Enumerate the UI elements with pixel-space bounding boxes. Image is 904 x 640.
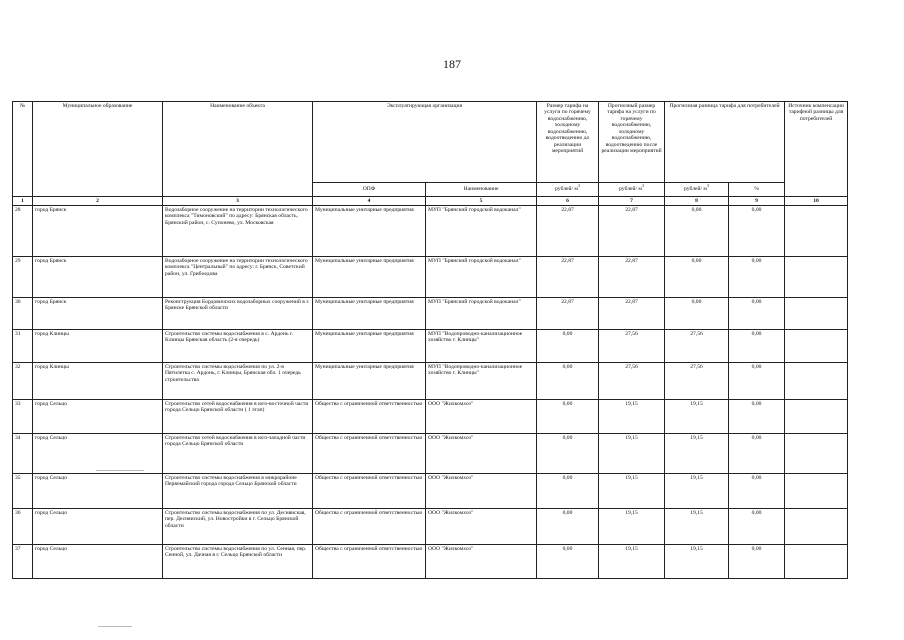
header-tariff-after: Прогнозный размер тарифа на услуги по горячему водоснабжению, холодному водоснабжению, водоотведению после реализации мероприятий	[599, 102, 665, 183]
header-object-name: Наименование объекта	[163, 102, 313, 197]
organization-cell: ООО "Жилкомхоз"	[426, 545, 537, 579]
tariff-before-cell: 22,87	[537, 206, 599, 257]
opf-cell: Муниципальные унитарные предприятия	[313, 257, 426, 298]
tariff-diff-cell: 0,00	[665, 298, 729, 330]
opf-cell: Муниципальные унитарные предприятия	[313, 330, 426, 363]
row-number: 36	[13, 509, 33, 545]
municipality-cell: город Сельцо	[33, 474, 163, 509]
tariff-after-cell: 19,15	[599, 434, 665, 474]
tariff-before-cell: 0,00	[537, 434, 599, 474]
column-number-row	[13, 197, 848, 206]
opf-cell: Общества с ограниченной ответственностью	[313, 509, 426, 545]
header-no: №	[13, 102, 33, 197]
organization-cell: ООО "Жилкомхоз"	[426, 434, 537, 474]
column-number: 4	[313, 197, 426, 206]
row-number: 29	[13, 257, 33, 298]
tariff-before-cell: 0,00	[537, 330, 599, 363]
header-row	[13, 102, 848, 183]
tariff-diff-cell: 19,15	[665, 400, 729, 434]
unit-label: рублей/ м	[555, 186, 578, 193]
unit-label: рублей/ м	[684, 186, 707, 193]
table-row	[13, 298, 848, 330]
unit-exponent: 3	[641, 183, 644, 189]
percent-cell: 0,00	[729, 363, 785, 400]
compensation-source-cell	[785, 363, 848, 400]
municipality-cell: город Сельцо	[33, 545, 163, 579]
column-number: 8	[665, 197, 729, 206]
row-number: 32	[13, 363, 33, 400]
table-row	[13, 509, 848, 545]
table-row	[13, 545, 848, 579]
object-name-cell: Водозаборное сооружение на территории технологического комплекса "Центральный" по адресу: г. Брянск, Советский район, ул. Грибоедова	[163, 257, 313, 298]
table-row	[13, 206, 848, 257]
tariff-diff-cell: 19,15	[665, 474, 729, 509]
municipality-cell: город Сельцо	[33, 509, 163, 545]
opf-cell: Муниципальные унитарные предприятия	[313, 363, 426, 400]
row-number: 28	[13, 206, 33, 257]
page-number: 187	[443, 57, 461, 71]
tariff-table	[12, 101, 848, 579]
municipality-cell: город Брянск	[33, 206, 163, 257]
object-name-cell: Строительство системы водоснабжения по ул. 2-я Пятилетка с. Ардонь, г. Клинцы, Брянская обл. 1 очередь строительства	[163, 363, 313, 400]
compensation-source-cell	[785, 474, 848, 509]
header-operator: Эксплуатирующая организация	[313, 102, 537, 183]
percent-cell: 0,00	[729, 330, 785, 363]
opf-cell: Муниципальные унитарные предприятия	[313, 206, 426, 257]
tariff-before-cell: 0,00	[537, 545, 599, 579]
table-row	[13, 257, 848, 298]
tariff-before-cell: 22,87	[537, 257, 599, 298]
table-row	[13, 474, 848, 509]
header-tariff-diff: Прогнозная разница тарифа для потребителей	[665, 102, 785, 183]
tariff-after-cell: 19,15	[599, 400, 665, 434]
opf-cell: Общества с ограниченной ответственностью	[313, 434, 426, 474]
header-org-name: Наименование	[426, 183, 537, 197]
compensation-source-cell	[785, 298, 848, 330]
tariff-diff-cell: 27,56	[665, 363, 729, 400]
object-name-cell: Водозаборное сооружение на территории технологического комплекса "Тимоновский" по адресу: Брянская область, Брянский район, с. Супонево, ул. Московская	[163, 206, 313, 257]
row-number: 34	[13, 434, 33, 474]
percent-cell: 0,00	[729, 509, 785, 545]
header-percent: %	[729, 183, 785, 197]
tariff-diff-cell: 0,00	[665, 257, 729, 298]
tariff-after-cell: 27,56	[599, 330, 665, 363]
column-number: 7	[599, 197, 665, 206]
object-name-cell: Строительство сетей водоснабжения в юго-западной части города Сельцо Брянской области	[163, 434, 313, 474]
header-unit-6	[537, 183, 599, 197]
municipality-cell: город Сельцо	[33, 400, 163, 434]
row-number: 33	[13, 400, 33, 434]
tariff-before-cell: 22,87	[537, 298, 599, 330]
organization-cell: МУП "Брянский городской водоканал"	[426, 257, 537, 298]
header-municipality: Муниципальное образование	[33, 102, 163, 197]
compensation-source-cell	[785, 400, 848, 434]
tariff-diff-cell: 19,15	[665, 545, 729, 579]
compensation-source-cell	[785, 434, 848, 474]
unit-label: рублей/ м	[619, 186, 642, 193]
table-body	[13, 206, 848, 579]
tariff-diff-cell: 19,15	[665, 509, 729, 545]
organization-cell: МУП "Водопроводно-канализационное хозяйство г. Клинцы"	[426, 330, 537, 363]
compensation-source-cell	[785, 257, 848, 298]
tariff-after-cell: 27,56	[599, 363, 665, 400]
organization-cell: МУП "Водопроводно-канализационное хозяйство г. Клинцы"	[426, 363, 537, 400]
column-number: 9	[729, 197, 785, 206]
percent-cell: 0,00	[729, 206, 785, 257]
opf-cell: Муниципальные унитарные предприятия	[313, 298, 426, 330]
organization-cell: ООО "Жилкомхоз"	[426, 400, 537, 434]
opf-cell: Общества с ограниченной ответственностью	[313, 545, 426, 579]
column-number: 3	[163, 197, 313, 206]
percent-cell: 0,00	[729, 545, 785, 579]
table-row	[13, 363, 848, 400]
header-unit-7	[599, 183, 665, 197]
percent-cell: 0,00	[729, 400, 785, 434]
header-tariff-before: Размер тарифа на услуги по горячему водоснабжению, холодному водоснабжению, водоотведению до реализации мероприятий	[537, 102, 599, 183]
compensation-source-cell	[785, 545, 848, 579]
row-number: 30	[13, 298, 33, 330]
object-name-cell: Строительство системы водоснабжения по ул. Десняиская, пер. Десняиский, ул. Новостройки в г. Сельцо Брянской области	[163, 509, 313, 545]
header-unit-8	[665, 183, 729, 197]
header-opf: ОПФ	[313, 183, 426, 197]
tariff-after-cell: 22,87	[599, 298, 665, 330]
tariff-before-cell: 0,00	[537, 400, 599, 434]
organization-cell: МУП "Брянский городской водоканал"	[426, 206, 537, 257]
object-name-cell: Строительство сетей водоснабжения в юго-восточной части города Сельцо Брянской области ( 1 этап)	[163, 400, 313, 434]
percent-cell: 0,00	[729, 257, 785, 298]
scan-mark	[96, 470, 144, 471]
header-compensation-source: Источник компенсации тарифной разницы для потребителей	[785, 102, 848, 197]
column-number: 2	[33, 197, 163, 206]
table-row	[13, 330, 848, 363]
column-number: 5	[426, 197, 537, 206]
object-name-cell: Строительство системы водоснабжения в микрорайоне Первомайский города города Сельцо Брянской области	[163, 474, 313, 509]
percent-cell: 0,00	[729, 434, 785, 474]
municipality-cell: город Клинцы	[33, 330, 163, 363]
compensation-source-cell	[785, 330, 848, 363]
municipality-cell: город Сельцо	[33, 434, 163, 474]
row-number: 35	[13, 474, 33, 509]
tariff-diff-cell: 19,15	[665, 434, 729, 474]
tariff-before-cell: 0,00	[537, 363, 599, 400]
percent-cell: 0,00	[729, 298, 785, 330]
tariff-diff-cell: 0,00	[665, 206, 729, 257]
compensation-source-cell	[785, 206, 848, 257]
object-name-cell: Реконструкция Бордовичских водозаборных сооружений в г. Брянске Брянской области	[163, 298, 313, 330]
column-number: 6	[537, 197, 599, 206]
opf-cell: Общества с ограниченной ответственностью	[313, 474, 426, 509]
tariff-after-cell: 19,15	[599, 509, 665, 545]
compensation-source-cell	[785, 509, 848, 545]
tariff-after-cell: 19,15	[599, 474, 665, 509]
tariff-before-cell: 0,00	[537, 509, 599, 545]
opf-cell: Общества с ограниченной ответственностью	[313, 400, 426, 434]
column-number: 10	[785, 197, 848, 206]
organization-cell: ООО "Жилкомхоз"	[426, 509, 537, 545]
municipality-cell: город Брянск	[33, 298, 163, 330]
column-number: 1	[13, 197, 33, 206]
municipality-cell: город Брянск	[33, 257, 163, 298]
municipality-cell: город Клинцы	[33, 363, 163, 400]
unit-exponent: 3	[706, 183, 709, 189]
table-row	[13, 434, 848, 474]
percent-cell: 0,00	[729, 474, 785, 509]
row-number: 37	[13, 545, 33, 579]
tariff-after-cell: 19,15	[599, 545, 665, 579]
table-row	[13, 400, 848, 434]
scan-mark	[98, 626, 132, 627]
object-name-cell: Строительство системы водоснабжения по ул. Сенная, пер. Сенной, ул. Дачная в г. Сельцо Брянской области	[163, 545, 313, 579]
organization-cell: ООО "Жилкомхоз"	[426, 474, 537, 509]
unit-exponent: 3	[577, 183, 580, 189]
tariff-diff-cell: 27,56	[665, 330, 729, 363]
organization-cell: МУП "Брянский городской водоканал"	[426, 298, 537, 330]
tariff-after-cell: 22,87	[599, 206, 665, 257]
object-name-cell: Строительство системы водоснабжения в с. Ардонь г. Клинцы Брянская область (2-я очередь)	[163, 330, 313, 363]
row-number: 31	[13, 330, 33, 363]
tariff-after-cell: 22,87	[599, 257, 665, 298]
tariff-before-cell: 0,00	[537, 474, 599, 509]
